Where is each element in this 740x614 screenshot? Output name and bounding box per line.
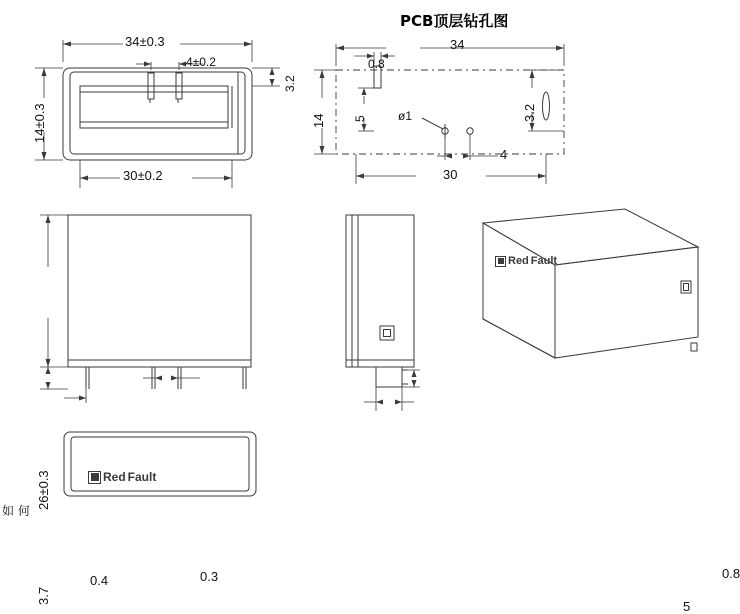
pcb-height-label: 14 xyxy=(311,113,326,128)
logo-text-fault: Fault xyxy=(530,255,558,267)
front-view-height-label: 26±0.3 xyxy=(36,470,51,510)
pcb-drill-view xyxy=(310,0,720,200)
top-view-inner-width-label: 30±0.2 xyxy=(123,168,163,183)
pcb-width-label: 34 xyxy=(450,37,465,52)
logo-text-red: Red xyxy=(508,255,529,267)
logo-text-fault: Fault xyxy=(127,470,157,484)
bottom-view-logo xyxy=(88,470,156,484)
isometric-drawing xyxy=(455,195,720,390)
front-view-pin-thickness-a-label: 0.4 xyxy=(90,573,109,588)
top-view-pin-gap-label: 4±0.2 xyxy=(186,55,216,69)
top-view xyxy=(0,0,300,200)
bottom-view xyxy=(40,420,290,510)
pcb-hole-width-label: 0.8 xyxy=(368,57,385,71)
iso-logo xyxy=(495,255,557,267)
bottom-note: 如 何 xyxy=(2,504,30,518)
top-view-edge-offset-label: 3.2 xyxy=(283,75,297,92)
pcb-inner-width-label: 30 xyxy=(443,167,458,182)
pcb-hole-dia-label: ø1 xyxy=(398,109,413,123)
pcb-pin-gap-label: 4 xyxy=(500,147,508,162)
pcb-drill-title: PCB顶层钻孔图 xyxy=(400,12,509,30)
top-view-height-label: 14±0.3 xyxy=(32,103,47,143)
front-view-pin-length-label: 3.7 xyxy=(36,586,51,605)
pcb-drill-drawing xyxy=(310,0,720,200)
bottom-view-drawing xyxy=(40,420,290,510)
pcb-edge-offset-label: 3.2 xyxy=(522,103,537,122)
pcb-hole-pitch-label: 5 xyxy=(353,115,367,122)
logo-mark-icon xyxy=(88,471,101,484)
isometric-view xyxy=(455,195,720,390)
logo-text-red: Red xyxy=(103,470,126,484)
side-view-pin-offset-label: 5 xyxy=(683,599,691,614)
side-view-pin-width-label: 0.8 xyxy=(722,566,740,581)
front-view-pin-thickness-b-label: 0.3 xyxy=(200,569,219,584)
side-view-drawing xyxy=(300,200,460,420)
top-view-width-label: 34±0.3 xyxy=(125,34,165,49)
logo-mark-icon xyxy=(495,256,506,267)
front-view-drawing xyxy=(0,200,300,420)
